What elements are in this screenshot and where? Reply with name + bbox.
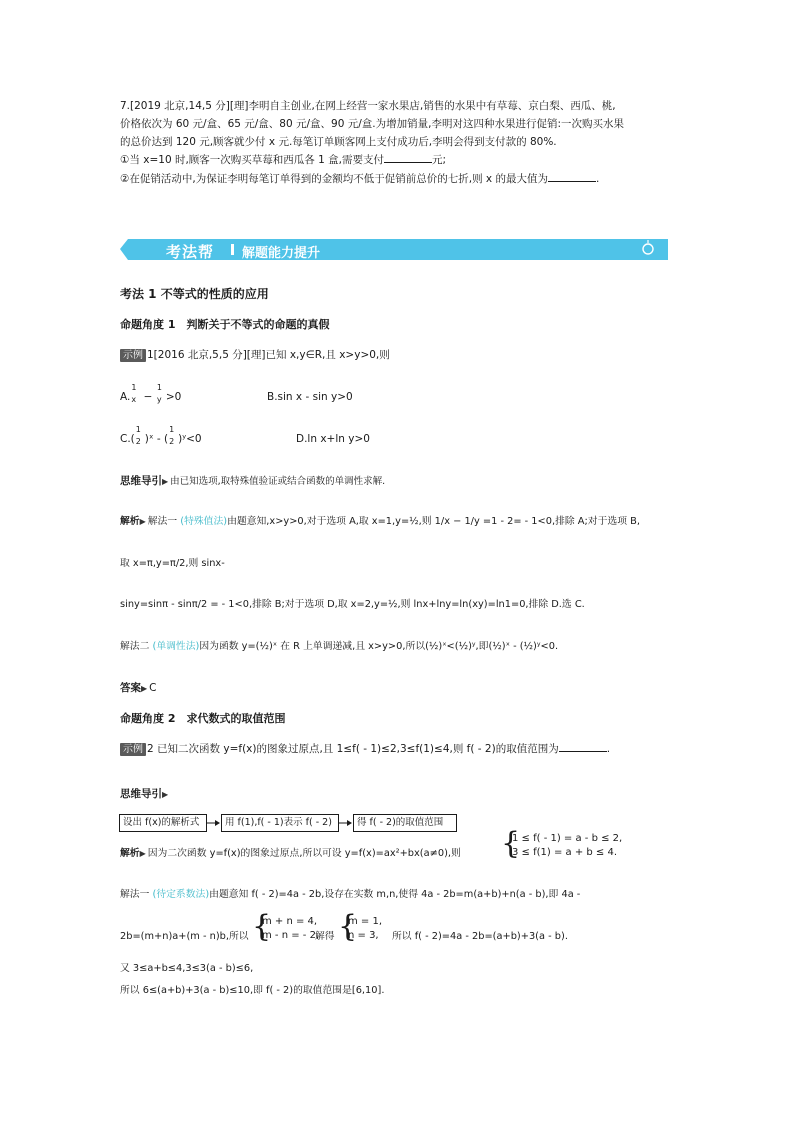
fraction (130, 383, 140, 404)
option-b: B.sin x - sin y>0 (267, 391, 353, 403)
frac-den: x (131, 395, 137, 404)
frac-num: 1 (131, 383, 137, 392)
example1-text: 1[2016 北京,5,5 分][理]已知 x,y∈R,且 x>y>0,则 (147, 349, 390, 361)
system2-row1: m + n = 4, (262, 916, 318, 927)
option-a-rel: >0 (165, 391, 182, 403)
triangle-icon: ▶ (139, 517, 146, 526)
section-banner (120, 236, 668, 263)
guide2 (120, 787, 170, 802)
frac-den: 2 (169, 437, 175, 446)
frac-num: 1 (135, 425, 141, 434)
guide-label: 思维导引 (120, 475, 162, 487)
option-c-label: C.( (120, 433, 135, 445)
option-d: D.ln x+ln y>0 (296, 433, 370, 445)
system1-row1: 1 ≤ f( - 1) = a - b ≤ 2, (512, 833, 623, 844)
solution-label: 解析 (120, 848, 140, 859)
banner-subtitle: 解题能力提升 (242, 246, 321, 261)
problem7-q1 (120, 153, 446, 167)
guide-label: 思维导引 (120, 788, 162, 800)
frac-num: 1 (156, 383, 162, 392)
q2-text: ②在促销活动中,为保证李明每笔订单得到的金额均不低于促销前总价的七折,则 x 的最大值为 (120, 173, 548, 185)
problem7-line2: 价格依次为 60 元/盒、65 元/盒、80 元/盒、90 元/盒.为增加销量,李明对这四种水果进行促销:一次购买水果 (120, 118, 624, 130)
method-tag: (待定系数法) (152, 889, 210, 900)
brace: { (252, 909, 272, 944)
fraction (168, 425, 178, 446)
option-a-label: A. (120, 391, 131, 403)
solution-text: 因为二次函数 y=f(x)的图象过原点,所以可设 y=f(x)=ax²+bx(a≠0),则 (147, 848, 461, 859)
method-tag: (单调性法) (152, 641, 200, 652)
section-heading: 考法 1 不等式的性质的应用 (120, 287, 269, 301)
method-tag: (特殊值法) (180, 516, 228, 527)
method-prefix: 解法一 (147, 516, 181, 527)
brace: { (501, 826, 521, 861)
triangle-icon: ▶ (162, 790, 169, 799)
example2-text-post: . (606, 743, 611, 755)
banner-divider (231, 244, 234, 255)
frac-num: 1 (169, 425, 175, 434)
example1-stem (120, 348, 390, 362)
fraction (135, 425, 145, 446)
banner-title: 考法帮 (166, 243, 215, 261)
brace: { (338, 909, 358, 944)
angle2-heading: 命题角度 2 求代数式的取值范围 (120, 712, 286, 725)
method1-line4: 所以 6≤(a+b)+3(a - b)≤10,即 f( - 2)的取值范围是[6,10]. (120, 985, 385, 996)
q1-text-post: 元; (432, 154, 447, 166)
method1-line1 (120, 888, 580, 902)
example2-stem (120, 742, 610, 756)
problem7-line1: 7.[2019 北京,14,5 分][理]李明自主创业,在网上经营一家水果店,销售的水果中有草莓、京白梨、西瓜、桃, (120, 100, 616, 112)
minus: − (140, 391, 156, 403)
option-a (120, 383, 182, 404)
option-c-rel: )ʸ<0 (178, 433, 202, 445)
flow-box-2: 用 f(1),f( - 1)表示 f( - 2) (221, 814, 339, 832)
method1-solve: 解得 (315, 931, 335, 942)
solution-text: 由题意知 f( - 2)=4a - 2b,设存在实数 m,n,使得 4a - 2b=m(a+b)+n(a - b),即 4a - (209, 889, 581, 900)
method1-line2-post: 所以 f( - 2)=4a - 2b=(a+b)+3(a - b). (392, 931, 568, 942)
method-prefix: 解法一 (120, 889, 153, 900)
system3-row1: m = 1, (348, 916, 383, 927)
solution1-line3: siny=sinπ - sinπ/2 = - 1<0,排除 B;对于选项 D,取 x=2,y=½,则 lnx+lny=ln(xy)=ln1=0,排除 D.选 C. (120, 599, 585, 610)
guide1 (120, 474, 385, 489)
example-tag: 示例 (120, 743, 146, 756)
solution-label: 解析 (120, 516, 140, 527)
frac-den: y (156, 395, 162, 404)
triangle-icon: ▶ (162, 477, 169, 486)
arrow-right-icon (207, 818, 221, 828)
solution1-line1 (120, 515, 640, 529)
answer-value: C (149, 682, 157, 694)
method1-line2-pre: 2b=(m+n)a+(m - n)b,所以 (120, 931, 249, 942)
answer-label: 答案 (120, 682, 141, 694)
option-c (120, 425, 202, 446)
solution-text: 因为函数 y=(½)ˣ 在 R 上单调递减,且 x>y>0,所以(½)ˣ<(½)ʸ,即(½)ˣ - (½)ʸ<0. (199, 641, 559, 652)
solution2-line1 (120, 847, 461, 861)
arrow-right-icon (339, 818, 353, 828)
fraction (156, 383, 166, 404)
solution1-line4 (120, 640, 558, 654)
system2-row2: m - n = - 2, (262, 930, 320, 941)
solution1-line2: 取 x=π,y=π/2,则 sinx- (120, 558, 225, 569)
method1-line3: 又 3≤a+b≤4,3≤3(a - b)≤6, (120, 963, 254, 974)
system1-row2: 3 ≤ f(1) = a + b ≤ 4. (512, 847, 618, 858)
q2-blank (548, 181, 596, 182)
angle1-heading: 命题角度 1 判断关于不等式的命题的真假 (120, 318, 330, 331)
option-c-mid: )ˣ - ( (144, 433, 169, 445)
frac-den: 2 (135, 437, 141, 446)
example-tag: 示例 (120, 349, 146, 362)
method-prefix: 解法二 (120, 641, 153, 652)
guide-text: 由已知选项,取特殊值验证或结合函数的单调性求解. (170, 476, 386, 487)
answer1 (120, 681, 157, 696)
q1-blank (384, 162, 432, 163)
system3-row2: n = 3, (348, 930, 379, 941)
problem7-line3: 的总价达到 120 元,顾客就少付 x 元.每笔订单顾客网上支付成功后,李明会得到支付款的 80%. (120, 136, 557, 148)
q2-text-post: . (595, 173, 600, 185)
example2-blank (559, 751, 607, 752)
q1-text: ①当 x=10 时,顾客一次购买草莓和西瓜各 1 盒,需要支付 (120, 154, 384, 166)
example2-text: 2 已知二次函数 y=f(x)的图象过原点,且 1≤f( - 1)≤2,3≤f(1)≤4,则 f( - 2)的取值范围为 (147, 743, 559, 755)
triangle-icon: ▶ (141, 684, 148, 693)
solution-text: 由题意知,x>y>0,对于选项 A,取 x=1,y=½,则 1/x − 1/y =1 - 2= - 1<0,排除 A;对于选项 B, (227, 516, 640, 527)
problem7-q2 (120, 172, 599, 186)
flow-box-1: 设出 f(x)的解析式 (119, 814, 207, 832)
flow-box-3: 得 f( - 2)的取值范围 (353, 814, 457, 832)
triangle-icon: ▶ (139, 849, 146, 858)
